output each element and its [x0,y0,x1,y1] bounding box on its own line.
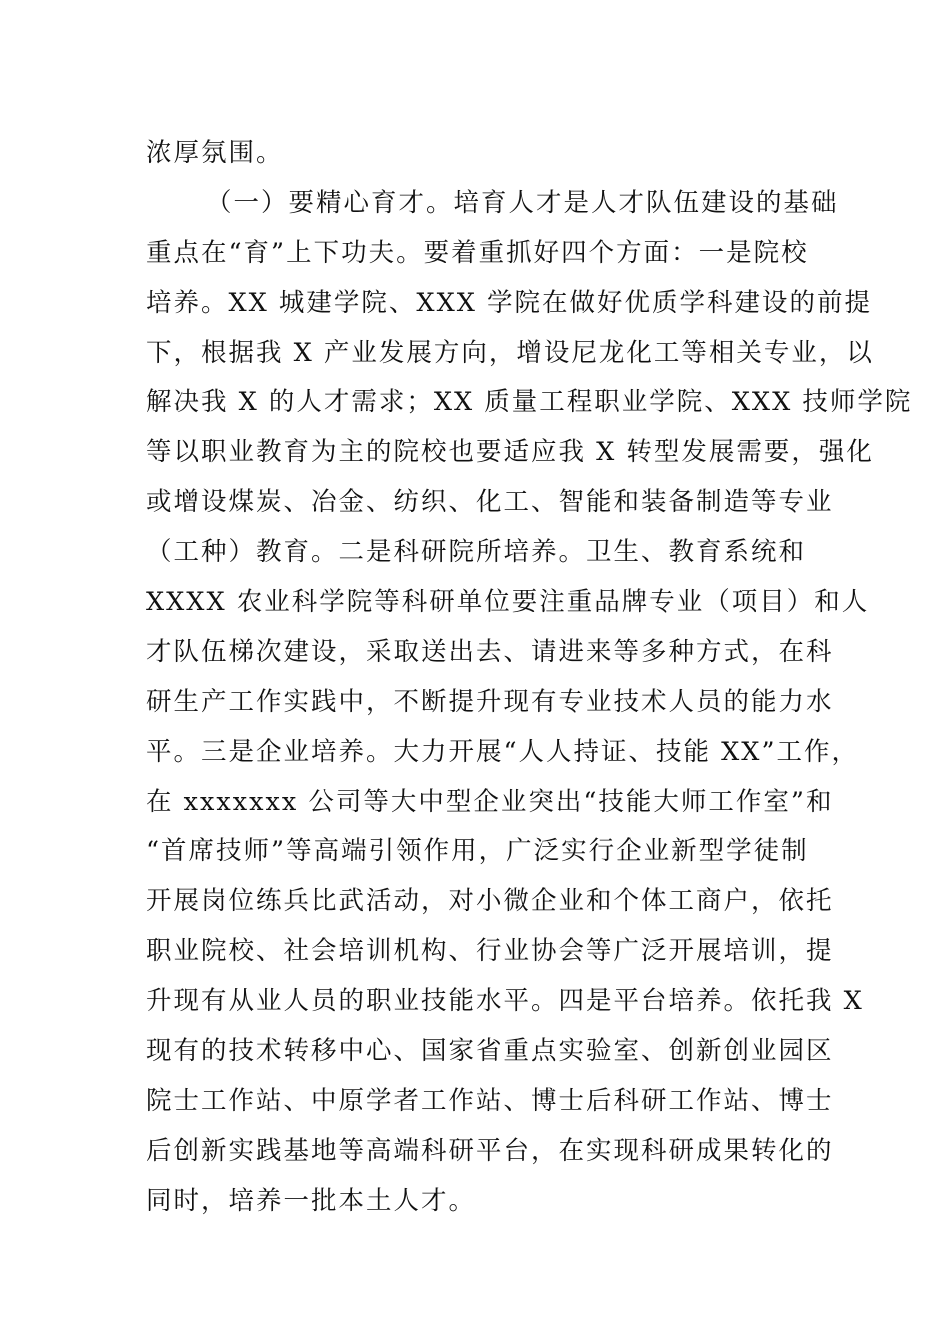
text-line: 才队伍梯次建设，采取送出去、请进来等多种方式，在科 [146,636,834,667]
text-line: 重点在“育”上下功夫。要着重抓好四个方面：一是院校 [146,237,809,268]
text-line: 在 xxxxxxx 公司等大中型企业突出“技能大师工作室”和 [146,786,834,817]
text-line: 等以职业教育为主的院校也要适应我 X 转型发展需要，强化 [146,437,874,468]
text-line: 解决我 X 的人才需求；XX 质量工程职业学院、XXX 技师学院 [146,387,913,418]
text-line: 培养。XX 城建学院、XXX 学院在做好优质学科建设的前提 [146,287,872,318]
text-line: 后创新实践基地等高端科研平台，在实现科研成果转化的 [146,1135,834,1166]
text-line: 现有的技术转移中心、国家省重点实验室、创新创业园区 [146,1036,834,1067]
text-line: 研生产工作实践中，不断提升现有专业技术人员的能力水 [146,686,834,717]
text-line: 职业院校、社会培训机构、行业协会等广泛开展培训，提 [146,936,834,967]
body-text [146,129,913,1227]
text-line: （一）要精心育才。培育人才是人才队伍建设的基础 [206,187,839,218]
text-line: 院士工作站、中原学者工作站、博士后科研工作站、博士 [146,1085,834,1116]
text-line: 下，根据我 X 产业发展方向，增设尼龙化工等相关专业，以 [146,337,874,368]
text-line: 浓厚氛围。 [146,138,284,168]
text-line: 同时，培养一批本土人才。 [146,1185,477,1216]
text-line: 升现有从业人员的职业技能水平。四是平台培养。依托我 X [146,986,864,1017]
text-line: 平。三是企业培养。大力开展“人人持证、技能 XX”工作， [146,736,859,767]
text-line: “首席技师”等高端引领作用，广泛实行企业新型学徒制 [146,836,809,867]
text-line: XXXX 农业科学院等科研单位要注重品牌专业（项目）和人 [146,587,870,618]
text-line: 或增设煤炭、冶金、纺织、化工、智能和装备制造等专业 [146,487,834,518]
text-line: （工种）教育。二是科研院所培养。卫生、教育系统和 [146,537,807,568]
text-line: 开展岗位练兵比武活动，对小微企业和个体工商户，依托 [146,886,834,917]
